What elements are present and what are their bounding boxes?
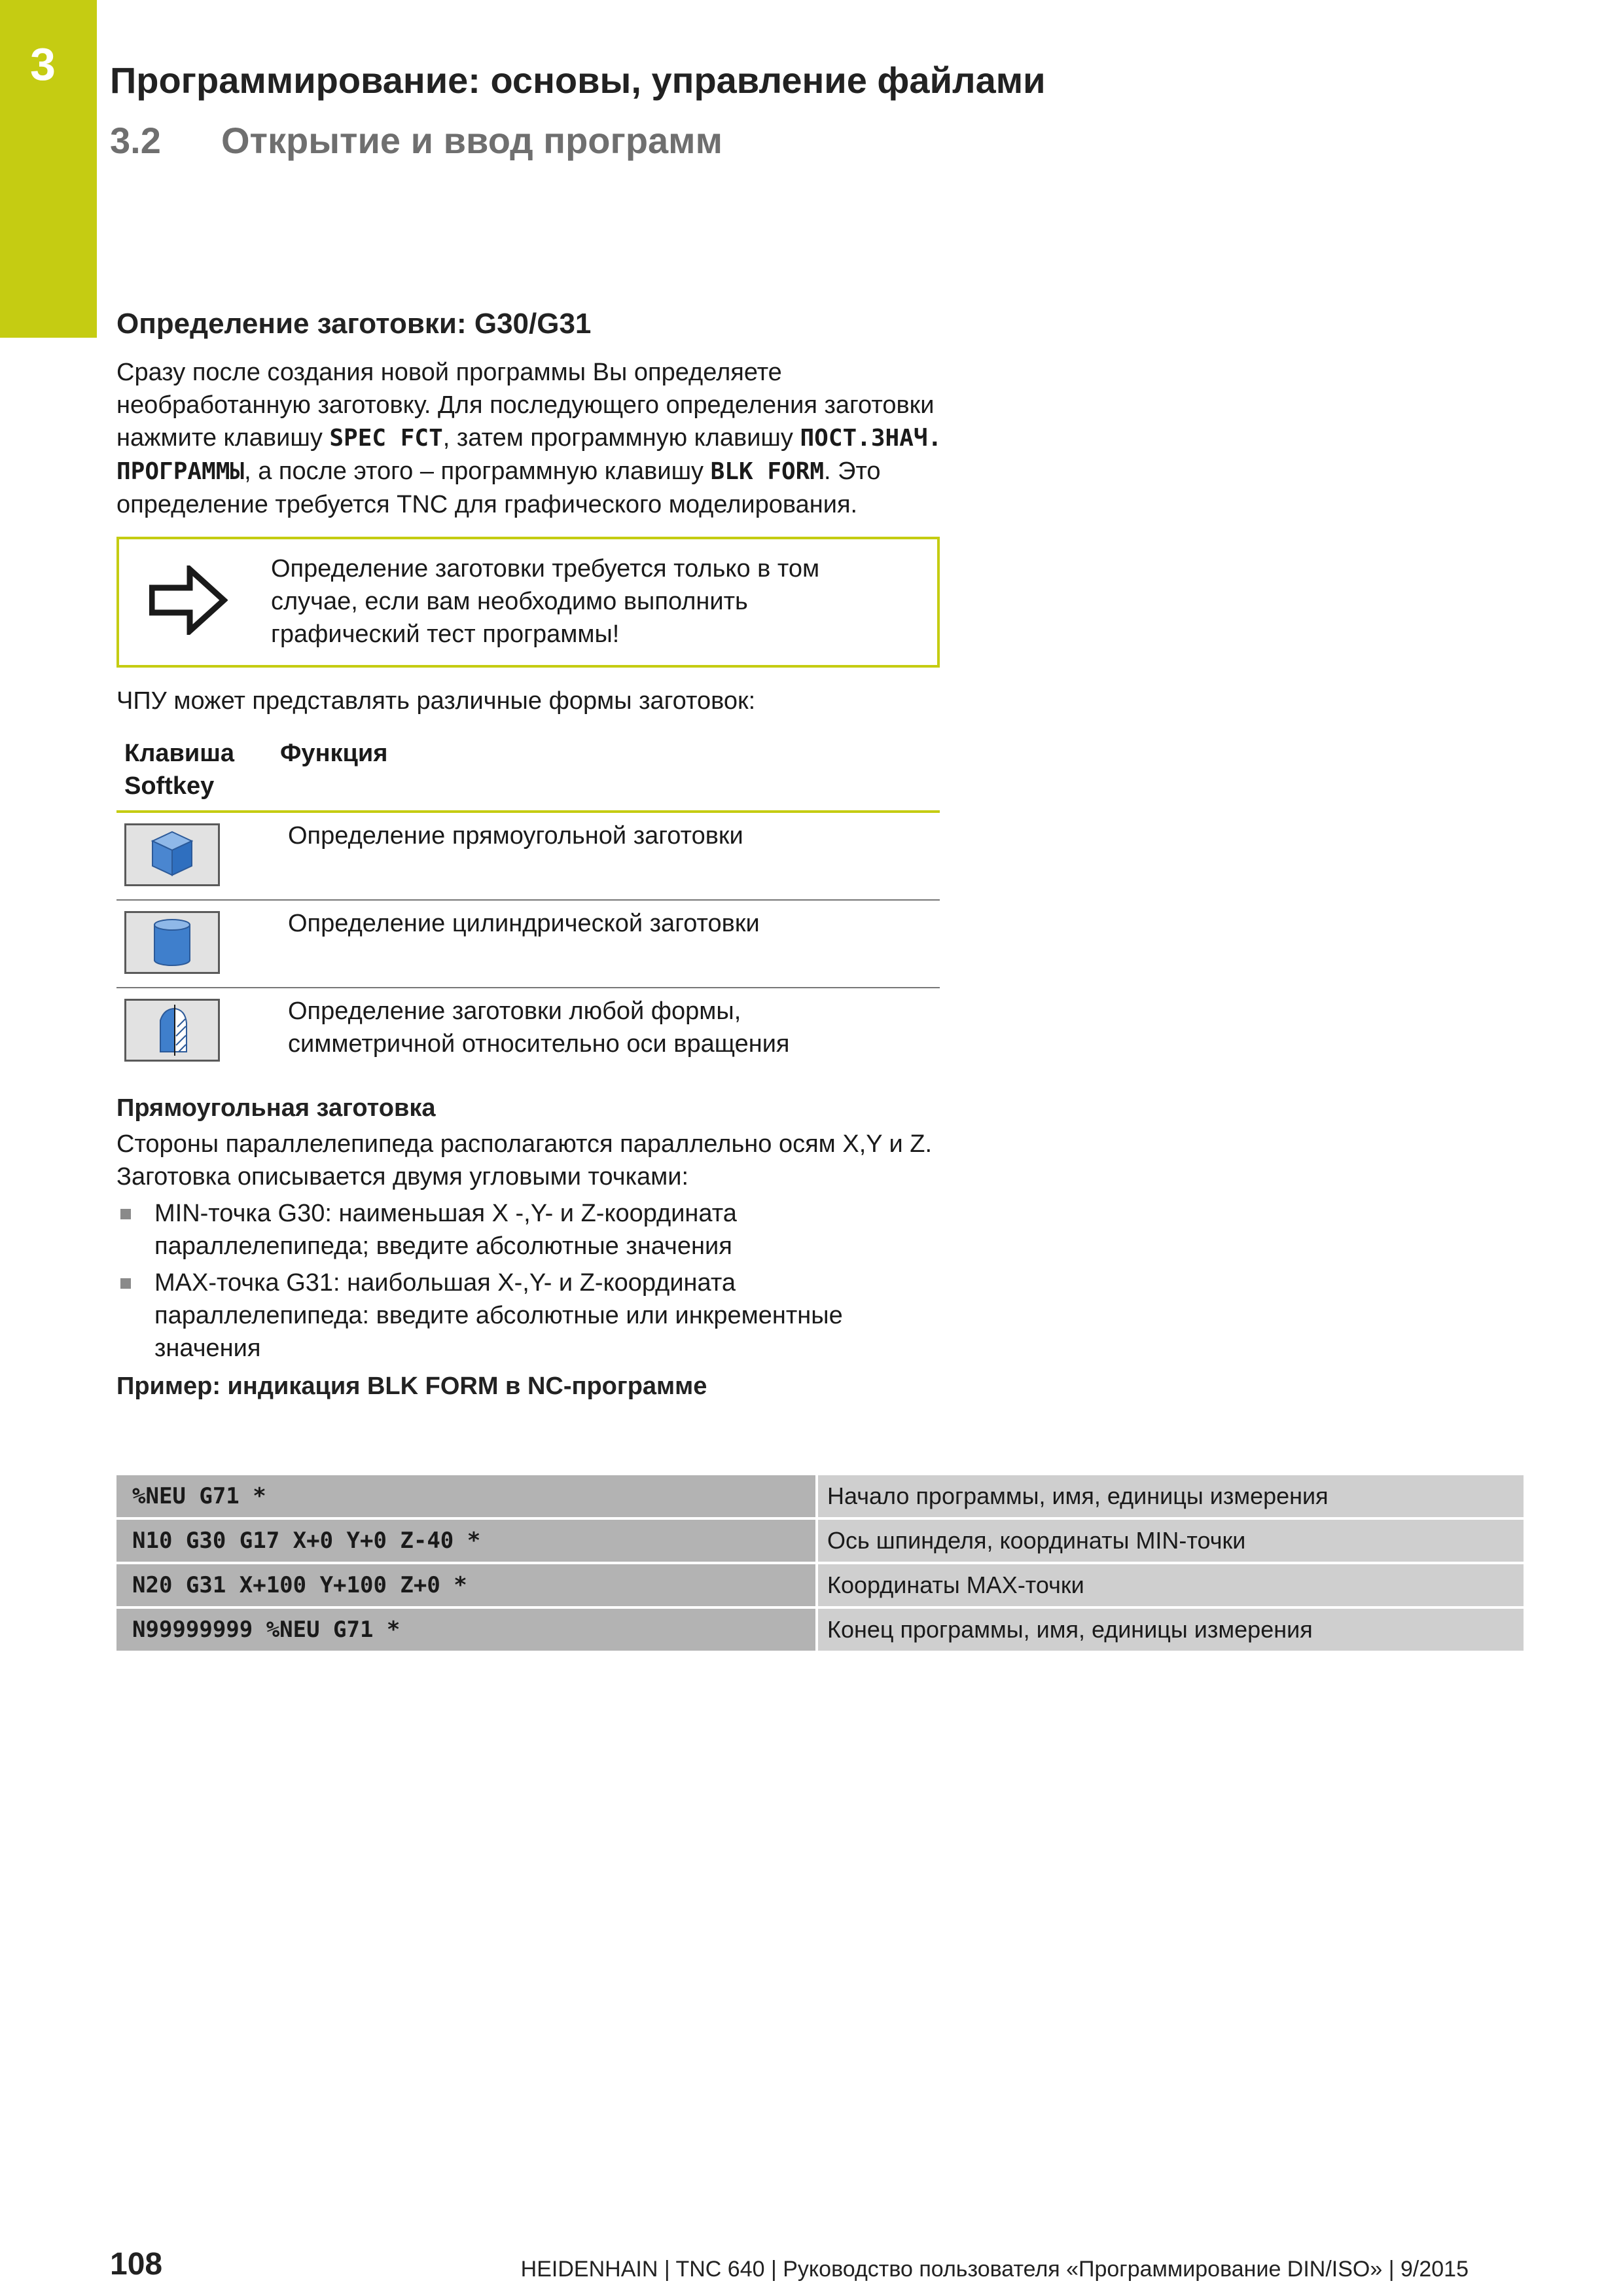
- forms-intro: ЧПУ может представлять различные формы заготовок:: [116, 687, 756, 715]
- softkey-label-cylindrical: Определение цилиндрической заготовки: [288, 910, 760, 937]
- rect-heading: Прямоугольная заготовка: [116, 1094, 436, 1122]
- softkey-row-cylindrical: [116, 901, 940, 988]
- desc-cell: Координаты MAX-точки: [818, 1564, 1524, 1609]
- intro-text-1: Сразу после создания новой программы Вы определяете необработанную заготовку. Для последующего определения заготовки нажмите клавишу: [116, 359, 935, 452]
- chapter-title: Программирование: основы, управление файлами: [110, 60, 1046, 101]
- page-footer: HEIDENHAIN | TNC 640 | Руководство пользователя «Программирование DIN/ISO» | 9/2015: [520, 2257, 1469, 2282]
- example-code-table: [116, 1475, 1524, 1653]
- softkey-program-defaults: ПОСТ.ЗНАЧ. ПРОГРАММЫ: [116, 425, 942, 485]
- bullet-square-icon: [120, 1278, 131, 1289]
- page-heading: Определение заготовки: G30/G31: [116, 308, 592, 340]
- arrow-right-icon: [149, 565, 228, 635]
- list-item: [116, 1266, 948, 1365]
- code-cell: N10 G30 G17 X+0 Y+0 Z-40 *: [116, 1520, 818, 1564]
- code-cell: %NEU G71 *: [116, 1475, 818, 1520]
- softkey-row-rotational: [116, 988, 940, 1072]
- table-row: [116, 1564, 1524, 1609]
- intro-paragraph: [116, 356, 948, 521]
- code-cell: N99999999 %NEU G71 *: [116, 1609, 818, 1653]
- intro-text-4: . Это определение требуется TNC для графического моделирования.: [116, 457, 881, 518]
- note-box: [116, 537, 940, 668]
- softkey-label-rotational-line1: Определение заготовки любой формы,: [288, 997, 741, 1025]
- softkey-blk-form: BLK FORM: [710, 458, 825, 485]
- rect-paragraph: Стороны параллелепипеда располагаются параллельно осям X,Y и Z. Заготовка описывается двумя угловыми точками:: [116, 1130, 933, 1191]
- rotational-blank-icon: [126, 1001, 218, 1060]
- list-item: [116, 1197, 948, 1263]
- softkey-label-rectangular: Определение прямоугольной заготовки: [288, 822, 743, 850]
- softkey-row-rectangular: [116, 813, 940, 901]
- bullet-square-icon: [120, 1209, 131, 1219]
- desc-cell: Ось шпинделя, координаты MIN-точки: [818, 1520, 1524, 1564]
- cylindrical-blank-icon: [126, 913, 218, 972]
- rotational-blank-softkey[interactable]: [124, 999, 220, 1062]
- rectangular-blank-softkey[interactable]: [124, 823, 220, 886]
- cylindrical-blank-softkey[interactable]: [124, 911, 220, 974]
- section-title: [110, 119, 722, 162]
- example-heading: Пример: индикация BLK FORM в NC-программе: [116, 1372, 707, 1400]
- header-softkey: [124, 737, 280, 802]
- softkey-table-header: [116, 728, 940, 813]
- desc-cell: Конец программы, имя, единицы измерения: [818, 1609, 1524, 1653]
- softkey-table: [116, 728, 940, 1072]
- page-number: 108: [110, 2247, 163, 2282]
- intro-text-3: , а после этого – программную клавишу: [244, 457, 711, 485]
- rectangular-blank-icon: [126, 825, 218, 884]
- header-softkey-line2: Softkey: [124, 772, 215, 800]
- softkey-label-rotational: [288, 995, 790, 1060]
- key-spec-fct: SPEC FCT: [329, 425, 443, 452]
- bullet-text-min: MIN-точка G30: наименьшая X -,Y- и Z-координата параллелепипеда; введите абсолютные значения: [154, 1200, 737, 1260]
- chapter-tab: [0, 0, 97, 338]
- note-text: Определение заготовки требуется только в том случае, если вам необходимо выполнить графический тест программы!: [271, 555, 820, 648]
- chapter-number: 3: [30, 39, 56, 90]
- header-softkey-line1: Клавиша: [124, 740, 234, 767]
- rect-bullets: [116, 1197, 948, 1365]
- main-content: [116, 308, 948, 1401]
- softkey-label-rotational-line2: симметричной относительно оси вращения: [288, 1030, 790, 1058]
- intro-text-2: , затем программную клавишу: [442, 424, 800, 452]
- code-cell: N20 G31 X+100 Y+100 Z+0 *: [116, 1564, 818, 1609]
- section-number: 3.2: [110, 120, 161, 161]
- bullet-text-max: MAX-точка G31: наибольшая X-,Y- и Z-координата параллелепипеда: введите абсолютные или инкрементные значения: [154, 1269, 843, 1362]
- section-title-text: Открытие и ввод программ: [221, 120, 723, 161]
- header-function: Функция: [280, 740, 388, 767]
- table-row: [116, 1609, 1524, 1653]
- table-row: [116, 1475, 1524, 1520]
- desc-cell: Начало программы, имя, единицы измерения: [818, 1475, 1524, 1520]
- table-row: [116, 1520, 1524, 1564]
